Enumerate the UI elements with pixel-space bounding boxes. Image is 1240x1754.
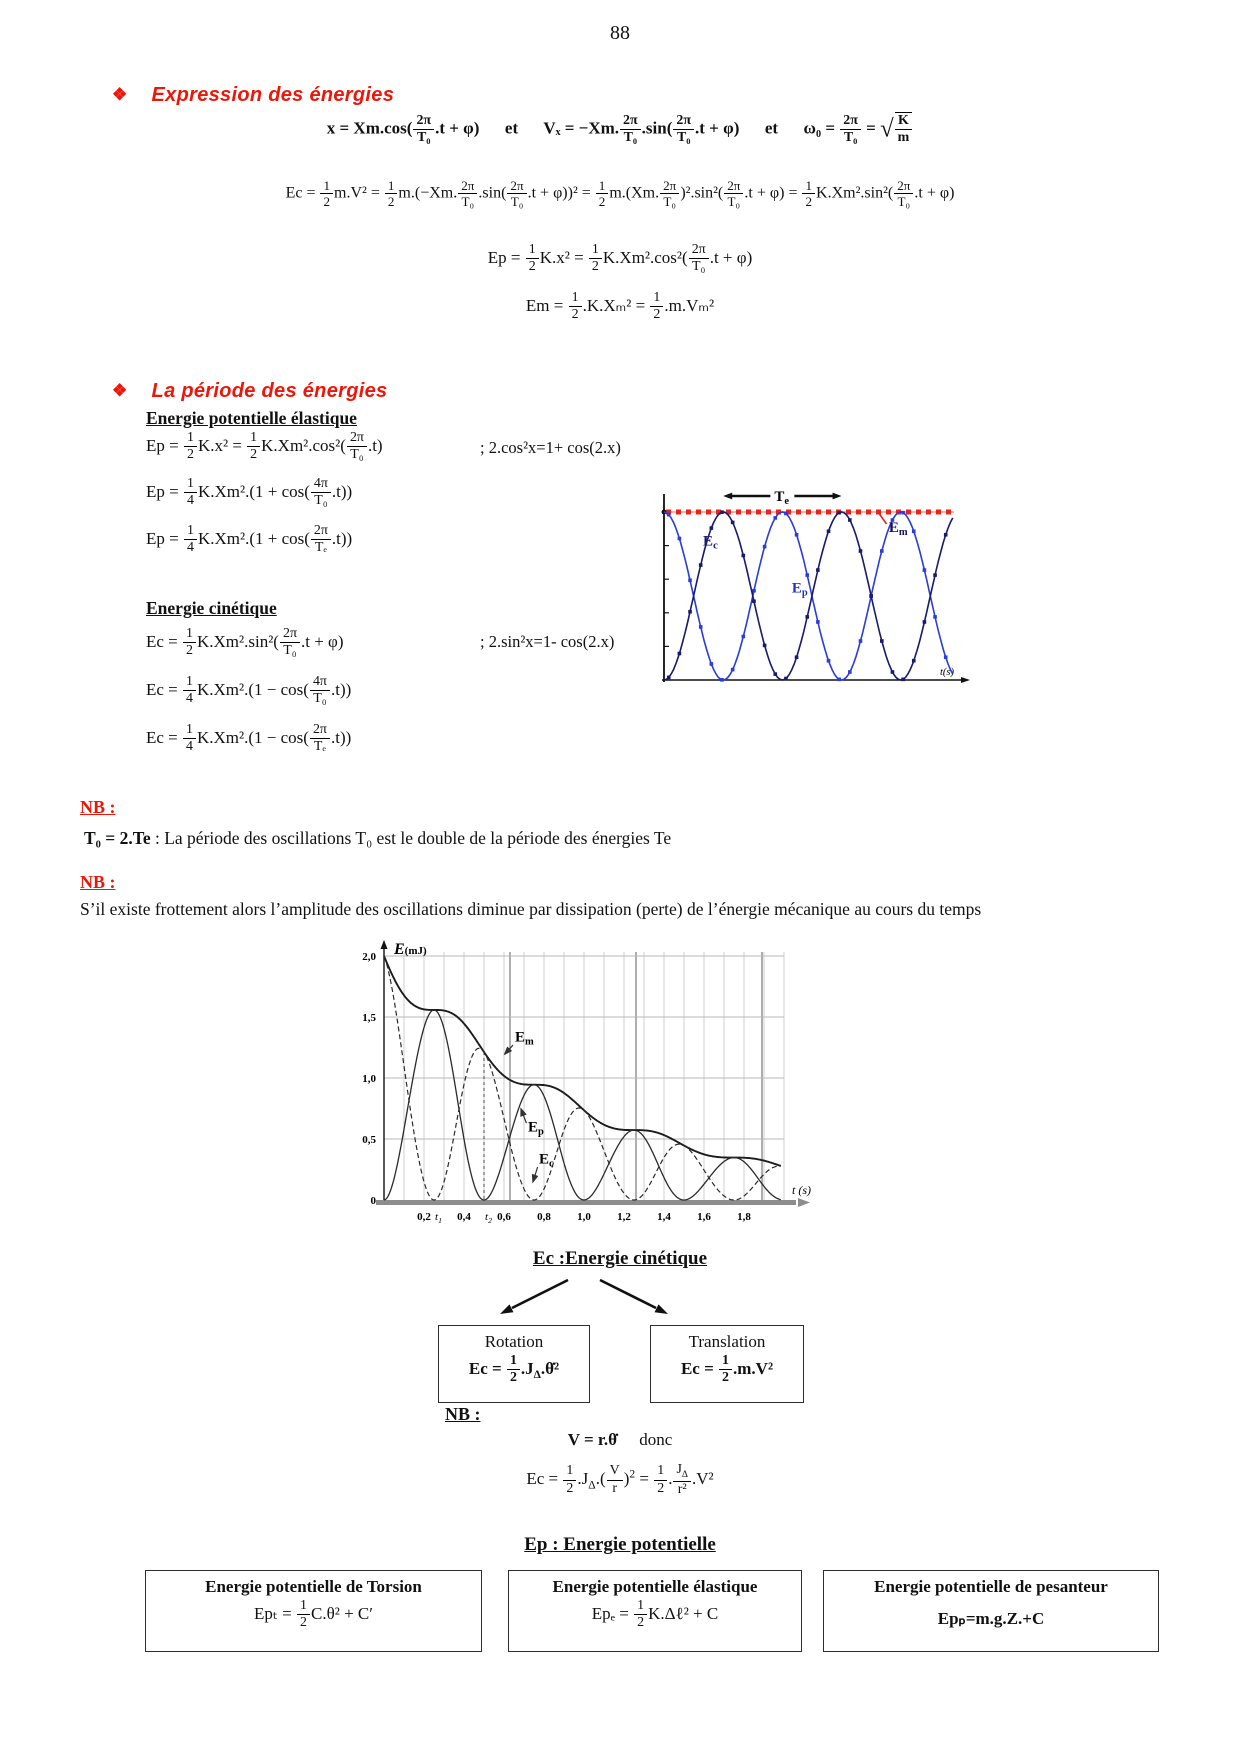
svg-text:1,2: 1,2 bbox=[617, 1211, 631, 1223]
svg-text:1,5: 1,5 bbox=[362, 1012, 376, 1024]
nb1-bold: T₀ = 2.Te bbox=[84, 828, 151, 848]
diamond-bullet-icon: ❖ bbox=[112, 85, 128, 104]
subheading-energie-cinetique: Energie cinétique bbox=[146, 598, 277, 618]
svg-text:t(s): t(s) bbox=[940, 667, 954, 678]
formula-em: Em = $\frac{1}{2}$ .K.Xₘ² = $\frac{1}{2}$ .m.Vₘ² bbox=[525, 290, 715, 323]
svg-text:0,6: 0,6 bbox=[497, 1211, 511, 1223]
energy-period-chart bbox=[648, 468, 970, 700]
identity-cos: ; 2.cos²x=1+ cos(2.x) bbox=[480, 438, 621, 457]
svg-text:1,8: 1,8 bbox=[737, 1211, 751, 1223]
formula-ec-line-1: Ec = $\frac{1}{2}$ K.Xm².sin²( $\frac{2\pi}{\text{T₀}}$ .t + φ) bbox=[146, 626, 344, 659]
svg-text:Ec: $E_c$ bbox=[539, 1151, 554, 1170]
svg-text:0,4: 0,4 bbox=[457, 1211, 471, 1223]
torsion-box-title: Energie potentielle de Torsion bbox=[205, 1577, 422, 1596]
svg-text:0,5: 0,5 bbox=[362, 1134, 376, 1146]
svg-text:t1: $t_1$ bbox=[435, 1211, 442, 1225]
svg-text:1,6: 1,6 bbox=[697, 1211, 711, 1223]
svg-text:Te: $T_e$ bbox=[774, 489, 790, 507]
svg-text:Ec: $E_c$ bbox=[703, 533, 718, 552]
nb1-text bbox=[84, 825, 1154, 852]
section-heading-periode bbox=[112, 380, 387, 403]
ec-tree-title: Ec :Energie cinétique bbox=[532, 1248, 708, 1269]
svg-text:1,0: 1,0 bbox=[577, 1211, 591, 1223]
nb2-text: S’il existe frottement alors l’amplitude des oscillations diminue par dissipation (perte) de l’énergie mécanique au cours du temps bbox=[80, 899, 982, 919]
elastic-energy-box bbox=[508, 1570, 802, 1652]
svg-text:1,0: 1,0 bbox=[362, 1073, 376, 1085]
section-heading-expression bbox=[112, 84, 394, 107]
rotation-box bbox=[438, 1325, 590, 1403]
formula-ep-line-1: Ep = $\frac{1}{2}$ K.x² = $\frac{1}{2}$ K.Xm².cos²( $\frac{2\pi}{\text{T₀}}$ .t) bbox=[146, 430, 383, 463]
rotation-formula: Ec = $\frac{1}{2}$ $.J_\Delta.\thetȧ^2$ bbox=[468, 1353, 560, 1386]
svg-text:0,8: 0,8 bbox=[537, 1211, 551, 1223]
identity-sin: ; 2.sin²x=1- cos(2.x) bbox=[480, 632, 615, 651]
branch-arrows-icon bbox=[400, 1276, 800, 1322]
formula-ec-expansion: Ec = $\frac{1}{2}$ m.V² = $\frac{1}{2}$ m.(−Xm. $\frac{2\pi}{\text{T₀}}$ .sin( $\frac{2\pi}{\text{T₀}}$ .t + φ))² = $\frac{1}{2}$ m.(Xm. $\frac{2\pi}{\text{T₀}}$ )².sin²( $\frac{2\pi}{\text{T₀}}$ .t + φ) = $\frac{1}{2}$ K.Xm².sin²( $\frac{2\pi}{\text{T₀}}$ .t + φ) bbox=[285, 178, 955, 210]
ep-section-title: Ep : Energie potentielle bbox=[524, 1534, 716, 1555]
svg-text:Em: $E_m$ bbox=[888, 520, 908, 538]
damped-energy-chart bbox=[322, 938, 822, 1233]
gravity-energy-box bbox=[823, 1570, 1159, 1652]
section-heading-expression-label: Expression des énergies bbox=[151, 84, 395, 106]
arrow-right-head-icon bbox=[655, 1304, 669, 1314]
diamond-bullet-icon: ❖ bbox=[112, 381, 128, 400]
translation-formula: Ec = $\frac{1}{2}$ .m.V² bbox=[680, 1353, 774, 1386]
formula-ec-line-3: Ec = $\frac{1}{4}$ K.Xm².(1 − cos( $\frac{2\pi}{\text{Tₑ}}$ .t)) bbox=[146, 722, 352, 755]
nb3-label: NB : bbox=[445, 1404, 481, 1424]
formula-ep: Ep = $\frac{1}{2}$ K.x² = $\frac{1}{2}$ K.Xm².cos²( $\frac{2\pi}{\text{T₀}}$ .t + φ) bbox=[487, 242, 753, 275]
subheading-energie-potentielle: Energie potentielle élastique bbox=[146, 408, 357, 428]
svg-text:t2: $t_2$ bbox=[485, 1211, 492, 1225]
arrow-left-head-icon bbox=[500, 1304, 514, 1314]
torsion-box-formula: Epₜ = $\frac{1}{2}$ C.θ² + C′ bbox=[254, 1598, 373, 1631]
rotation-title: Rotation bbox=[484, 1332, 544, 1351]
svg-text:Ep: $E_p$ bbox=[791, 580, 808, 599]
nb2-label: NB : bbox=[80, 872, 116, 892]
formula-ec-line-2: Ec = $\frac{1}{4}$ K.Xm².(1 − cos( $\frac{4\pi}{\text{T₀}}$ .t)) bbox=[146, 674, 352, 707]
torsion-energy-box bbox=[145, 1570, 482, 1652]
svg-text:1,4: 1,4 bbox=[657, 1211, 671, 1223]
svg-text:Em: $E_m$ bbox=[515, 1029, 534, 1048]
formula-ep-line-3: Ep = $\frac{1}{4}$ K.Xm².(1 + cos( $\frac{2\pi}{\text{Tₑ}}$ .t)) bbox=[146, 523, 353, 556]
formula-x-v-omega: x = Xm.cos( $\frac{2\pi}{\text{T₀}}$ .t + φ) et Vₓ = −Xm. $\frac{2\pi}{\text{T₀}}$ .sin( $\frac{2\pi}{\text{T₀}}$ .t + φ) et ω₀ = $\frac{2\pi}{\text{T₀}}$ = √ $\frac{K}{m}$ bbox=[80, 112, 1160, 147]
svg-text:Ep: $E_p$ bbox=[528, 1119, 544, 1138]
translation-box bbox=[650, 1325, 804, 1403]
svg-text:0: 0 bbox=[370, 1195, 376, 1207]
nb1-label: NB : bbox=[80, 797, 116, 817]
elastic-box-title: Energie potentielle élastique bbox=[552, 1577, 758, 1596]
elastic-box-formula: Epₑ = $\frac{1}{2}$ K.Δℓ² + C bbox=[591, 1598, 719, 1631]
svg-text:0,2: 0,2 bbox=[417, 1211, 431, 1223]
svg-text:t (s): t (s) bbox=[792, 1183, 811, 1197]
svg-text:2,0: 2,0 bbox=[362, 951, 376, 963]
page-number: 88 bbox=[610, 22, 630, 44]
formula-ec-rotation-expanded: Ec = $\frac{1}{2}$ $.J_\Delta$.( $\frac{V}{r}$ )$^2$ = $\frac{1}{2}$ . $\frac{J_\Delta}{\text{r²}}$ .V² bbox=[526, 1462, 714, 1497]
formula-v-r-theta: V = r.θ̇ donc bbox=[567, 1430, 673, 1449]
gravity-box-formula: Epₚ=m.g.Z.+C bbox=[937, 1609, 1045, 1628]
translation-title: Translation bbox=[688, 1332, 766, 1351]
gravity-box-title: Energie potentielle de pesanteur bbox=[874, 1577, 1108, 1596]
section-heading-periode-label: La période des énergies bbox=[151, 380, 388, 402]
svg-text:E(mJ): E(mJ) bbox=[394, 941, 427, 958]
nb1-rest: : La période des oscillations T₀ est le double de la période des énergies Te bbox=[150, 828, 672, 848]
formula-ep-line-2: Ep = $\frac{1}{4}$ K.Xm².(1 + cos( $\frac{4\pi}{\text{T₀}}$ .t)) bbox=[146, 476, 353, 509]
